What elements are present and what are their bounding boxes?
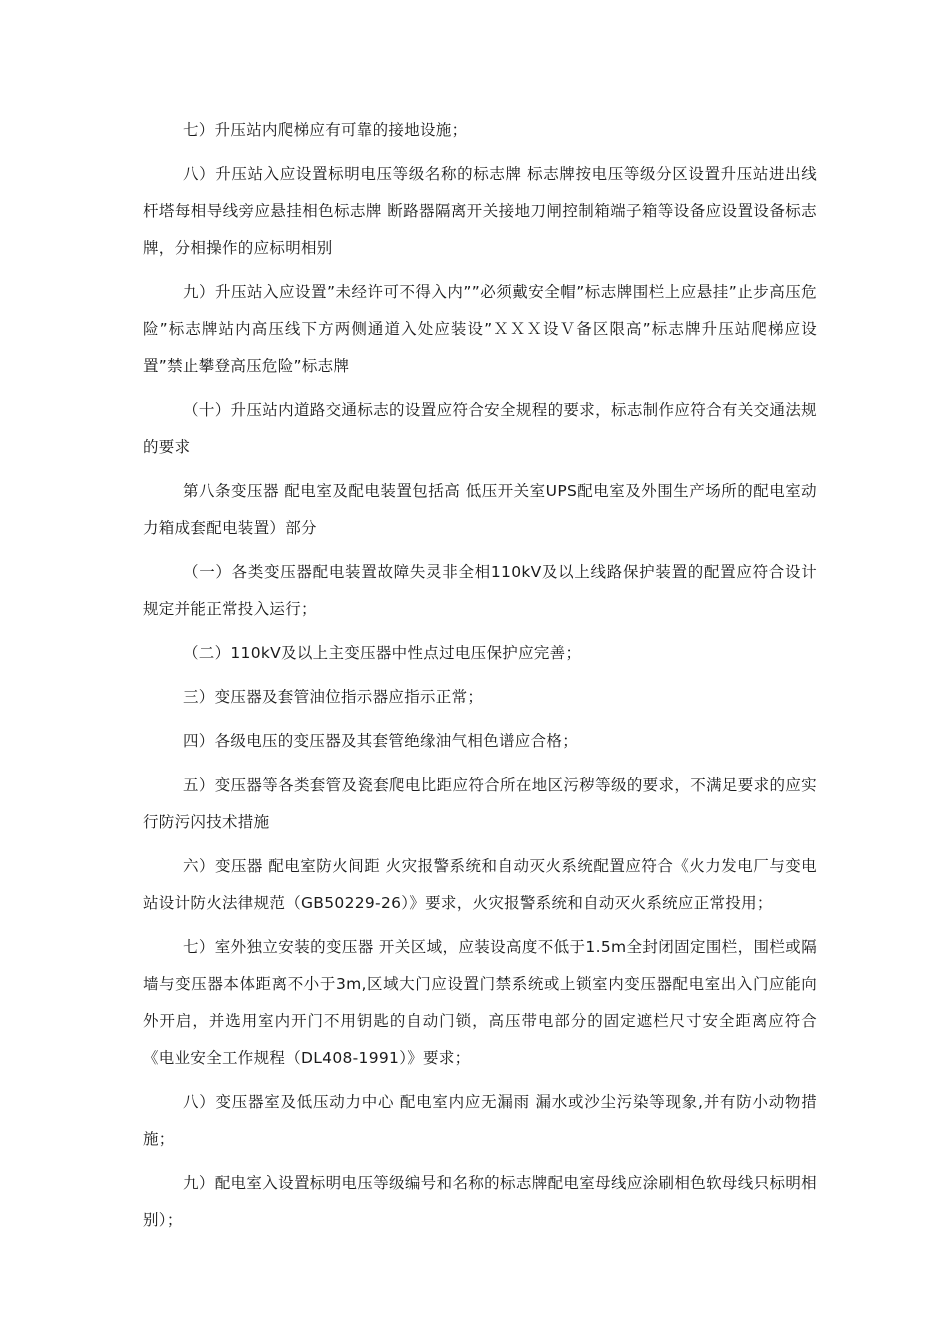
paragraph: 八）变压器室及低压动力中心 配电室内应无漏雨 漏水或沙尘污染等现象,并有防小动物措施； [143,1093,817,1148]
paragraph: 四）各级电压的变压器及其套管绝缘油气相色谱应合格； [183,732,579,750]
paragraph: 七）室外独立安装的变压器 开关区域，应装设高度不低于1.5m全封闭固定围栏，围栏或隔墙与变压器本体距离不小于3m,区域大门应设置门禁系统或上锁室内变压器配电室出入门应能向外开启，并选用室内开门不用钥匙的自动门锁，高压带电部分的固定遮栏尺寸安全距离应符合《电业安全工作规程（DL408-1991）》要求； [143,938,817,1067]
paragraph: 七）升压站内爬梯应有可靠的接地设施； [183,121,468,139]
paragraph: 五）变压器等各类套管及瓷套爬电比距应符合所在地区污秽等级的要求，不满足要求的应实行防污闪技术措施 [143,776,817,831]
paragraph: 九）升压站入应设置”未经许可不得入内””必须戴安全帽”标志牌围栏上应悬挂”止步高压危险”标志牌站内高压线下方两侧通道入处应装设”ＸＸＸ设Ｖ备区限高”标志牌升压站爬梯应设置”禁止攀登高压危险”标志牌 [143,283,817,375]
paragraph: （十）升压站内道路交通标志的设置应符合安全规程的要求，标志制作应符合有关交通法规的要求 [143,401,817,456]
paragraph: 三）变压器及套管油位指示器应指示正常； [183,688,484,706]
paragraph: 第八条变压器 配电室及配电装置包括高 低压开关室UPS配电室及外围生产场所的配电室动力箱成套配电装置）部分 [143,482,817,537]
paragraph: 九）配电室入设置标明电压等级编号和名称的标志牌配电室母线应涂刷相色软母线只标明相别）； [143,1174,817,1229]
paragraph: （一）各类变压器配电装置故障失灵非全相110kV及以上线路保护装置的配置应符合设计规定并能正常投入运行； [143,563,817,618]
paragraph: 六）变压器 配电室防火间距 火灾报警系统和自动灭火系统配置应符合《火力发电厂与变电站设计防火法律规范（GB50229-26）》要求，火灾报警系统和自动灭火系统应正常投用； [143,857,817,912]
document-body [143,112,817,1246]
paragraph: （二）110kV及以上主变压器中性点过电压保护应完善； [183,644,582,662]
paragraph: 八）升压站入应设置标明电压等级名称的标志牌 标志牌按电压等级分区设置升压站进出线杆塔每相导线旁应悬挂相色标志牌 断路器隔离开关接地刀闸控制箱端子箱等设备应设置设备标志牌，分相操作的应标明相别 [143,165,817,257]
